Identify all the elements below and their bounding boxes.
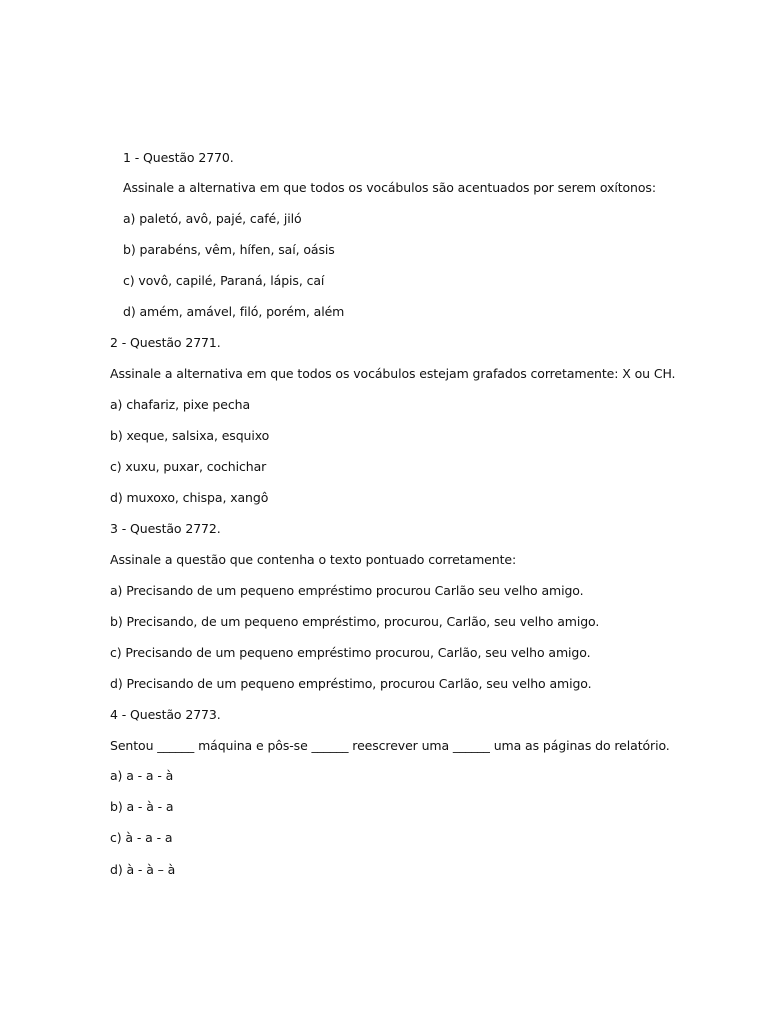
question-4-option-a: a) a - a - à (110, 768, 174, 783)
question-3-heading: 3 - Questão 2772. (110, 521, 221, 536)
question-1-option-c: c) vovô, capilé, Paraná, lápis, caí (123, 273, 325, 288)
question-3-option-a: a) Precisando de um pequeno empréstimo procurou Carlão seu velho amigo. (110, 583, 584, 598)
question-3-prompt: Assinale a questão que contenha o texto pontuado corretamente: (110, 552, 517, 567)
question-2-option-b: b) xeque, salsixa, esquixo (110, 428, 270, 443)
question-2-option-a: a) chafariz, pixe pecha (110, 397, 251, 412)
question-4-heading: 4 - Questão 2773. (110, 707, 221, 722)
question-3-option-b: b) Precisando, de um pequeno empréstimo, procurou, Carlão, seu velho amigo. (110, 614, 600, 629)
question-4-option-d: d) à - à – à (110, 862, 176, 877)
question-1-prompt: Assinale a alternativa em que todos os vocábulos são acentuados por serem oxítonos: (123, 180, 656, 195)
question-4-option-c: c) à - a - a (110, 830, 173, 845)
question-1-option-a: a) paletó, avô, pajé, café, jiló (123, 211, 302, 226)
question-3-option-c: c) Precisando de um pequeno empréstimo procurou, Carlão, seu velho amigo. (110, 645, 591, 660)
question-3-option-d: d) Precisando de um pequeno empréstimo, procurou Carlão, seu velho amigo. (110, 676, 592, 691)
question-4-prompt: Sentou ______ máquina e pôs-se ______ reescrever uma ______ uma as páginas do relatório. (110, 738, 670, 753)
question-2-option-c: c) xuxu, puxar, cochichar (110, 459, 267, 474)
question-2-option-d: d) muxoxo, chispa, xangô (110, 490, 269, 505)
question-2-heading: 2 - Questão 2771. (110, 335, 221, 350)
question-4-option-b: b) a - à - a (110, 799, 174, 814)
question-1-heading: 1 - Questão 2770. (123, 150, 234, 165)
question-1-option-d: d) amém, amável, filó, porém, além (123, 304, 345, 319)
question-2-prompt: Assinale a alternativa em que todos os vocábulos estejam grafados corretamente: X ou CH. (110, 366, 676, 381)
question-1-option-b: b) parabéns, vêm, hífen, saí, oásis (123, 242, 335, 257)
